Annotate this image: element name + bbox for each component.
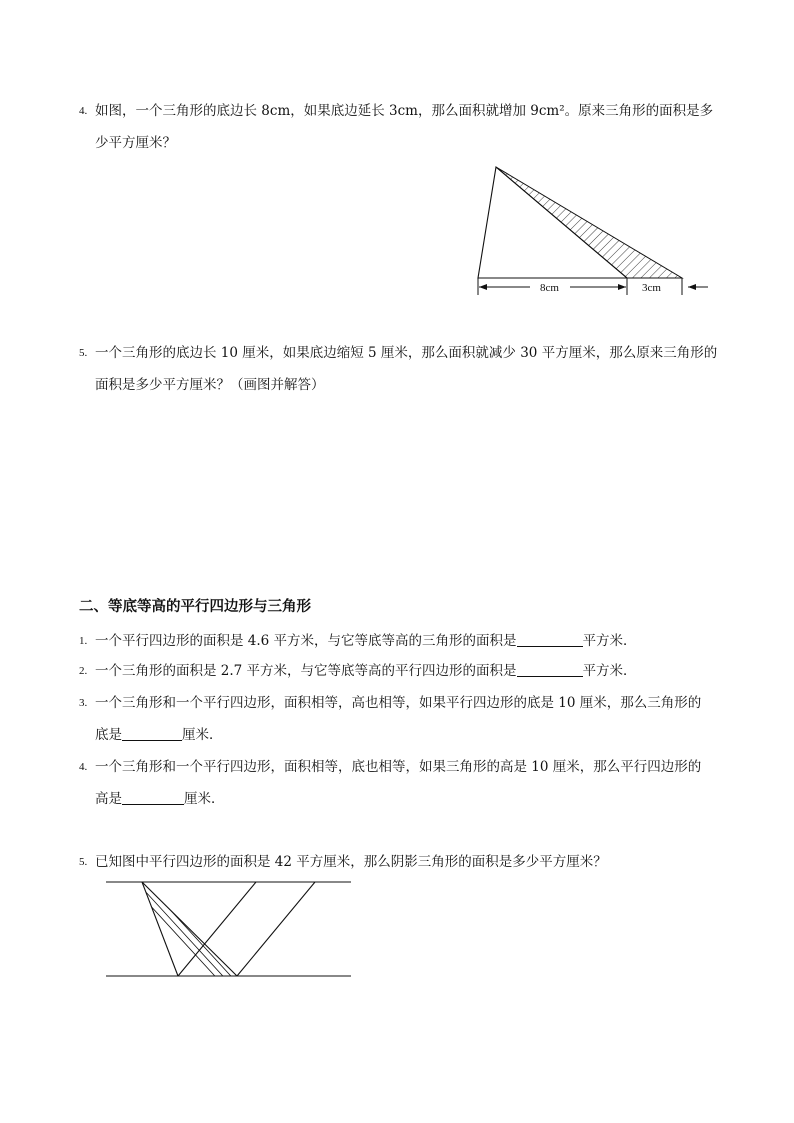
extension-length-label: 3cm — [642, 282, 661, 294]
question-5-text-line1: 一个三角形的底边长 10 厘米，如果底边缩短 5 厘米，那么面积就减少 30 平方厘米，那么原来三角形的 — [95, 345, 718, 361]
question-number: 4. — [79, 761, 88, 773]
question-3-text-line1: 一个三角形和一个平行四边形，面积相等，高也相等，如果平行四边形的底是 10 厘米，那么三角形的 — [95, 695, 702, 711]
question-5-text: 已知图中平行四边形的面积是 42 平方厘米，那么阴影三角形的面积是多少平方厘米？ — [95, 854, 607, 870]
question-number: 2. — [79, 665, 88, 677]
question-text: 一个平行四边形的面积是 4.6 平方米，与它等底等高的三角形的面积是 — [95, 633, 517, 649]
parallelogram-figure — [100, 876, 360, 986]
shaded-triangle — [114, 866, 280, 986]
question-number: 5. — [79, 856, 88, 868]
answer-blank[interactable] — [122, 790, 184, 805]
question-text: 底是 — [95, 727, 122, 743]
original-triangle — [478, 167, 627, 278]
unit-text: 平方米． — [582, 663, 637, 679]
question-number: 3. — [79, 697, 88, 709]
fill-blank-question-4 — [95, 790, 225, 808]
answer-blank[interactable] — [517, 632, 583, 647]
question-4-text-line1: 如图，一个三角形的底边长 8cm，如果底边延长 3cm，那么面积就增加 9cm²。原来三角形的面积是多 — [95, 103, 714, 119]
question-4-text-line2: 少平方厘米？ — [95, 135, 176, 151]
base-length-label: 8cm — [540, 282, 559, 294]
question-5-text-line2: 面积是多少平方厘米？（画图并解答） — [95, 377, 325, 393]
question-number: 4. — [79, 105, 88, 117]
question-4-text-line1: 一个三角形和一个平行四边形，面积相等，底也相等，如果三角形的高是 10 厘米，那么平行四边形的 — [95, 759, 702, 775]
fill-blank-question-3 — [95, 726, 223, 744]
question-number: 1. — [79, 635, 88, 647]
fill-blank-question-1 — [95, 632, 637, 650]
fill-blank-question-2 — [95, 662, 637, 680]
answer-blank[interactable] — [517, 662, 583, 677]
triangle-figure — [470, 160, 720, 300]
unit-text: 平方米． — [582, 633, 637, 649]
shaded-triangle — [496, 167, 682, 278]
question-number: 5. — [79, 347, 88, 359]
question-text: 一个三角形的面积是 2.7 平方米，与它等底等高的平行四边形的面积是 — [95, 663, 517, 679]
unit-text: 厘米． — [184, 791, 225, 807]
unit-text: 厘米． — [182, 727, 223, 743]
section-heading: 二、等底等高的平行四边形与三角形 — [79, 599, 311, 615]
answer-blank[interactable] — [122, 726, 182, 741]
question-text: 高是 — [95, 791, 122, 807]
